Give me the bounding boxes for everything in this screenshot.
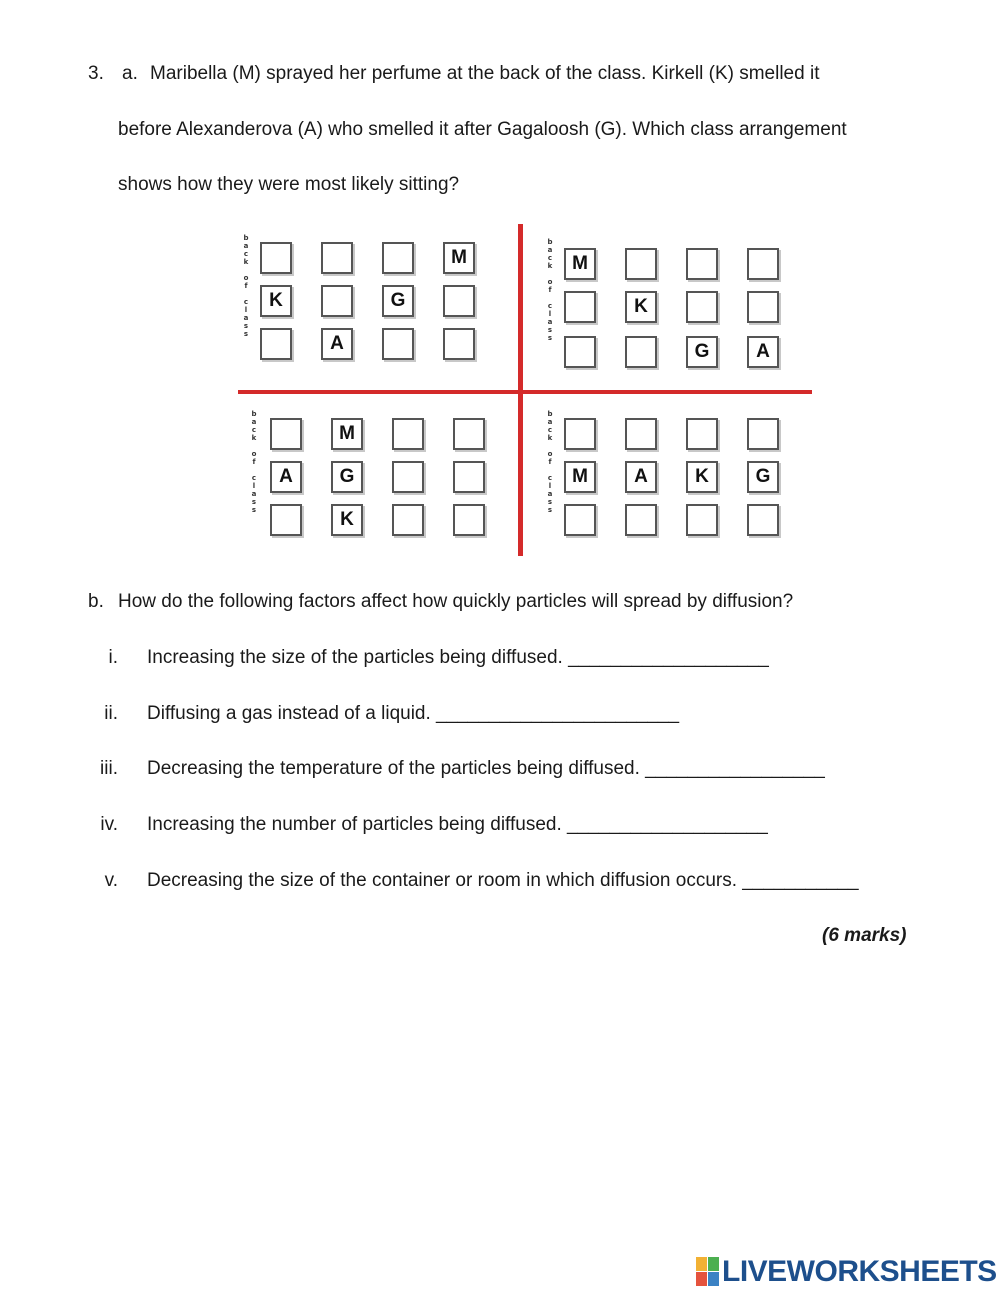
seat-empty <box>747 248 779 280</box>
item-number: i. <box>108 647 118 668</box>
seat-m: M <box>443 242 475 274</box>
seat-empty <box>260 242 292 274</box>
logo-icon <box>696 1257 720 1287</box>
seat-empty <box>321 285 353 317</box>
item-text: Decreasing the size of the container or room in which diffusion occurs. ___________ <box>147 870 859 891</box>
seat-empty <box>686 418 718 450</box>
seat-empty <box>270 418 302 450</box>
seat-a: A <box>321 328 353 360</box>
seat-empty <box>453 504 485 536</box>
seat-empty <box>747 504 779 536</box>
question-line-1: Maribella (M) sprayed her perfume at the back of the class. Kirkell (K) smelled it <box>150 63 820 84</box>
seat-a: A <box>270 461 302 493</box>
question-line-3: shows how they were most likely sitting? <box>118 174 460 195</box>
seat-empty <box>564 504 596 536</box>
part-b-prompt: How do the following factors affect how quickly particles will spread by diffusion? <box>118 591 794 612</box>
seat-empty <box>625 504 657 536</box>
marks-label: (6 marks) <box>822 925 907 946</box>
question-line-2: before Alexanderova (A) who smelled it after Gagaloosh (G). Which class arrangement <box>118 119 847 140</box>
seat-empty <box>625 248 657 280</box>
seat-g: G <box>331 461 363 493</box>
item-number: v. <box>104 870 118 891</box>
seat-empty <box>564 418 596 450</box>
item-number: ii. <box>104 703 118 724</box>
item-text: Diffusing a gas instead of a liquid. _______________________ <box>147 703 680 724</box>
seat-empty <box>392 418 424 450</box>
horizontal-divider <box>238 390 812 394</box>
seat-empty <box>453 418 485 450</box>
part-b-label: b. <box>88 591 104 612</box>
seat-empty <box>686 248 718 280</box>
seat-k: K <box>625 291 657 323</box>
seat-empty <box>564 336 596 368</box>
seat-g: G <box>747 461 779 493</box>
seat-empty <box>260 328 292 360</box>
back-of-class-label: b a c k o f c l a s s <box>547 238 553 342</box>
seat-empty <box>443 285 475 317</box>
back-of-class-label: b a c k o f c l a s s <box>547 410 553 514</box>
seat-k: K <box>260 285 292 317</box>
seat-empty <box>564 291 596 323</box>
item-text: Increasing the size of the particles being diffused. ___________________ <box>147 647 769 668</box>
seat-m: M <box>564 461 596 493</box>
liveworksheets-logo <box>696 1255 997 1289</box>
seat-empty <box>625 336 657 368</box>
item-text: Increasing the number of particles being diffused. ___________________ <box>147 814 768 835</box>
seat-m: M <box>331 418 363 450</box>
seat-g: G <box>382 285 414 317</box>
part-a-label: a. <box>122 63 138 84</box>
item-number: iv. <box>100 814 118 835</box>
back-of-class-label: b a c k o f c l a s s <box>251 410 257 514</box>
logo-text: LIVEWORKSHEETS <box>722 1255 997 1288</box>
seat-g: G <box>686 336 718 368</box>
seat-empty <box>321 242 353 274</box>
seat-a: A <box>625 461 657 493</box>
class-arrangement-diagram <box>238 222 818 558</box>
seat-k: K <box>686 461 718 493</box>
seat-a: A <box>747 336 779 368</box>
item-number: iii. <box>100 758 118 779</box>
seat-empty <box>747 291 779 323</box>
seat-k: K <box>331 504 363 536</box>
seat-empty <box>453 461 485 493</box>
seat-empty <box>392 461 424 493</box>
seat-empty <box>270 504 302 536</box>
seat-empty <box>382 242 414 274</box>
seat-empty <box>747 418 779 450</box>
item-text: Decreasing the temperature of the particles being diffused. _________________ <box>147 758 825 779</box>
seat-empty <box>392 504 424 536</box>
seat-m: M <box>564 248 596 280</box>
seat-empty <box>625 418 657 450</box>
seat-empty <box>686 291 718 323</box>
seat-empty <box>686 504 718 536</box>
question-number: 3. <box>88 63 104 84</box>
seat-empty <box>443 328 475 360</box>
back-of-class-label: b a c k o f c l a s s <box>243 234 249 338</box>
seat-empty <box>382 328 414 360</box>
